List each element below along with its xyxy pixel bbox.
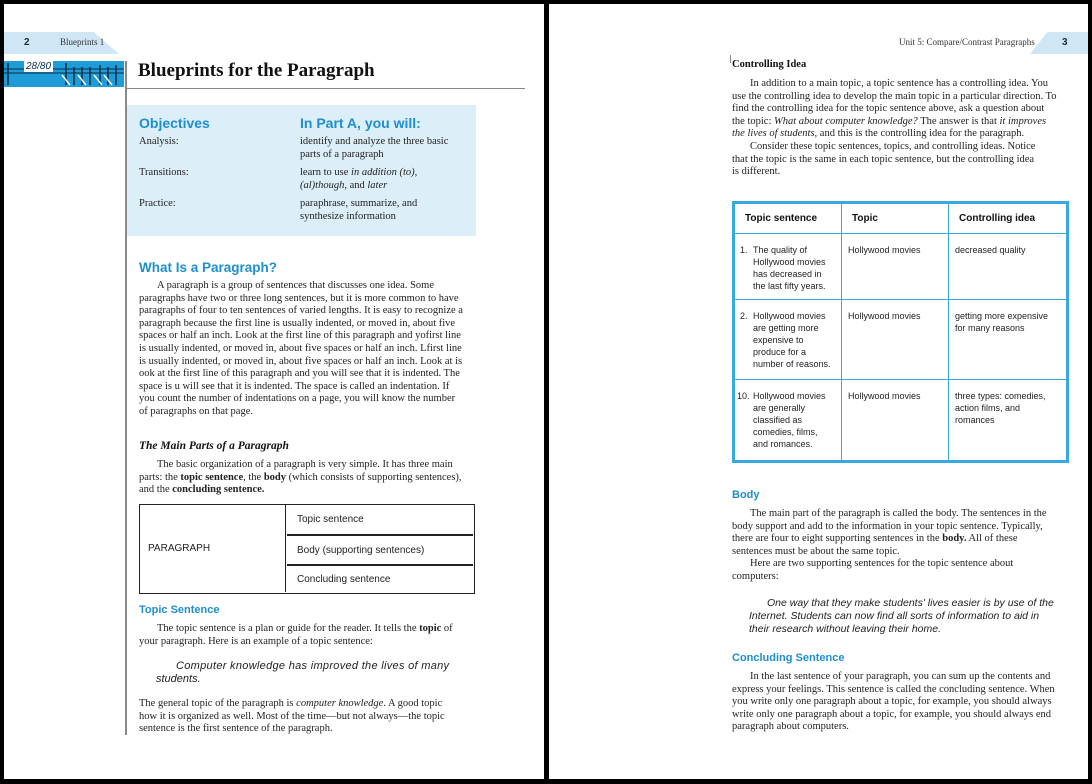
- para-line: [139, 280, 475, 293]
- logo-text: 28/80: [26, 61, 52, 72]
- table-cell-idea: [949, 234, 1067, 300]
- logo-lines-graphic: [4, 61, 124, 87]
- para-line: how it is organized as well. Most of the time—but not always—the topic: [139, 710, 445, 722]
- para-line: spaces or half an inch. Look at the first line of this paragraph and yofirst line: [139, 330, 461, 342]
- cell-lines: [753, 390, 826, 450]
- text-span: The topic sentence is a plan or guide for the reader. It tells the: [157, 623, 420, 634]
- objective-label-analysis: Analysis:: [139, 136, 179, 147]
- chapter-logo: [4, 61, 124, 87]
- para-line: [139, 623, 475, 636]
- controlling-idea-heading: Controlling Idea: [732, 59, 807, 70]
- cell-line: three types: comedies,: [955, 391, 1046, 401]
- table-header-row: [735, 204, 1067, 234]
- paragraph-parts-table: [139, 504, 475, 594]
- row-number: 1.: [740, 245, 748, 255]
- bold-span: body: [263, 471, 286, 483]
- objective-line: parts of a paragraph: [300, 148, 384, 160]
- parts-row-topic: Topic sentence: [297, 514, 364, 525]
- parts-row-body: Body (supporting sentences): [297, 545, 425, 556]
- para-line: your paragraph. Here is an example of a topic sentence:: [139, 635, 373, 647]
- title-rule: [127, 88, 525, 89]
- text-span: there are four to eight supporting sentences in the: [732, 533, 943, 545]
- para-line: space is u will see that it is indented. The space is called an indentation. If: [139, 380, 450, 392]
- objective-label-practice: Practice:: [139, 198, 176, 209]
- topic-sentence-paragraph: [139, 623, 475, 648]
- table-row: [735, 234, 1067, 300]
- column-header: Controlling idea: [949, 204, 1067, 234]
- text-span: The main part of the paragraph is called the body. The sentences in the: [750, 508, 1047, 519]
- ci-table-grid: [734, 203, 1067, 461]
- cell-line: produce for a: [753, 347, 807, 357]
- margin-rule: [730, 55, 731, 63]
- para-line: paragraph about computers.: [732, 721, 849, 733]
- italic-span: computer knowledge: [296, 698, 384, 709]
- main-parts-heading: The Main Parts of a Paragraph: [139, 440, 289, 452]
- numbered-cell: [740, 244, 835, 292]
- para-line: paragraphs have two or three long sentences, but it is more common to have: [139, 292, 459, 304]
- concluding-paragraph: [732, 671, 1069, 734]
- bold-span: topic sentence: [180, 471, 244, 483]
- main-parts-paragraph: [139, 459, 475, 497]
- body-paragraph: [732, 508, 1069, 584]
- page-number: 2: [24, 37, 30, 48]
- table-cell-topic: Hollywood movies: [842, 300, 949, 380]
- cell-line: action films, and: [955, 403, 1021, 413]
- para-line: paragraph because the first line is usually indented, or moved in, about five: [139, 317, 456, 329]
- cell-line: and romances.: [753, 439, 813, 449]
- topic-explanation-paragraph: [139, 698, 475, 736]
- cell-line: classified as: [753, 415, 803, 425]
- para-line: you count the number of indentations on a page, you will know the number: [139, 393, 456, 405]
- cell-line: for many reasons: [955, 323, 1025, 333]
- text-span: and: [346, 179, 368, 191]
- objective-line: [300, 180, 417, 193]
- objectives-heading: Objectives: [139, 115, 210, 131]
- header-tab: [1030, 32, 1088, 54]
- page-number: 3: [1062, 37, 1068, 48]
- paragraph-label: PARAGRAPH: [148, 543, 211, 554]
- table-row: [735, 380, 1067, 461]
- para-line: [732, 533, 1069, 546]
- table-cell-idea: [949, 300, 1067, 380]
- row-number: 2.: [740, 311, 748, 321]
- italic-span: it improves: [999, 115, 1047, 127]
- controlling-idea-paragraph: [732, 78, 1069, 179]
- objective-line: [300, 167, 417, 180]
- part-a-heading: In Part A, you will:: [300, 115, 421, 131]
- cell-lines: [753, 244, 826, 292]
- text-span: A paragraph is a group of sentences that discusses one idea. Some: [157, 280, 435, 291]
- para-line: find the controlling idea for the topic sentence above, ask a question about: [732, 103, 1045, 115]
- objective-text-practice: [300, 198, 417, 223]
- para-line: write only one paragraph about a topic, for example, you should always end: [732, 708, 1051, 720]
- objective-text-analysis: [300, 136, 448, 161]
- concluding-sentence-heading: Concluding Sentence: [732, 652, 845, 664]
- text-span: All of these: [966, 533, 1018, 545]
- topic-sentence-example: [156, 660, 476, 686]
- cell-line: The quality of: [753, 245, 808, 255]
- text-span: In addition to a main topic, a topic sentence has a controlling idea. You: [750, 78, 1049, 89]
- cell-line: number of reasons.: [753, 359, 831, 369]
- cell-line: are getting more: [753, 323, 819, 333]
- cell-lines: [753, 310, 831, 370]
- para-line: [732, 116, 1069, 129]
- table-cell-sentence: [735, 300, 842, 380]
- para-line: you write only one paragraph about a topic, for example, you should always: [732, 696, 1052, 708]
- cell-line: getting more expensive: [955, 311, 1049, 321]
- text-span: of: [441, 623, 453, 634]
- text-span: The general topic of the paragraph is: [139, 698, 297, 709]
- para-line: [732, 141, 1069, 154]
- example-line: Computer knowledge has improved the lives of many: [176, 660, 450, 672]
- what-is-paragraph: [139, 280, 475, 419]
- quote-line: their research without leaving their home.: [749, 623, 942, 635]
- para-line: [732, 78, 1069, 91]
- table-cell-sentence: [735, 234, 842, 300]
- objective-line: paraphrase, summarize, and: [300, 198, 418, 209]
- italic-span: (al)though,: [300, 179, 347, 191]
- para-line: [139, 698, 475, 711]
- text-span: and this is the controlling idea for the paragraph.: [817, 128, 1025, 140]
- table-cell-topic: Hollywood movies: [842, 380, 949, 461]
- body-heading: Body: [732, 489, 760, 501]
- text-span: The answer is that: [917, 115, 1000, 127]
- quote-line: Internet. Students can now find all sorts of information to aid in: [749, 610, 1040, 622]
- running-head: Blueprints 1: [60, 37, 105, 47]
- example-line: students.: [156, 673, 201, 685]
- text-span: , the: [243, 471, 264, 483]
- italic-span: the lives of students,: [732, 128, 818, 140]
- cell-line: decreased quality: [955, 245, 1026, 255]
- text-span: The basic organization of a paragraph is very simple. It has three main: [157, 459, 453, 470]
- text-span: . A good topic: [383, 698, 443, 709]
- para-line: use the controlling idea to develop the main topic in a particular direction. To: [732, 90, 1057, 102]
- text-span: Consider these topic sentences, topics, and controlling ideas. Notice: [750, 140, 1036, 152]
- bold-span: concluding sentence.: [172, 484, 265, 496]
- cell-line: Hollywood movies: [753, 391, 826, 401]
- controlling-idea-table: [732, 201, 1069, 463]
- para-line: sentences must be about the same topic.: [732, 545, 900, 557]
- italic-span: later: [367, 179, 388, 191]
- para-line: [732, 508, 1069, 521]
- numbered-cell: [740, 310, 835, 370]
- column-header: Topic sentence: [735, 204, 842, 234]
- table-cell-idea: [949, 380, 1067, 461]
- para-line: [139, 472, 475, 485]
- para-line: [732, 671, 1069, 684]
- running-head: Unit 5: Compare/Contrast Paragraphs: [899, 37, 1035, 47]
- para-line: [139, 459, 475, 472]
- objective-label-transitions: Transitions:: [139, 167, 189, 178]
- topic-sentence-heading: Topic Sentence: [139, 604, 220, 616]
- quote-line: One way that they make students' lives easier is by use of the: [767, 597, 1054, 609]
- objective-line: identify and analyze the three basic: [300, 136, 449, 147]
- table-cell-sentence: [735, 380, 842, 461]
- para-line: [139, 484, 475, 497]
- italic-span: in addition (to),: [351, 167, 418, 178]
- bold-span: topic: [419, 623, 442, 634]
- parts-row-concluding: Concluding sentence: [297, 574, 391, 585]
- column-header: Topic: [842, 204, 949, 234]
- table-cell-topic: Hollywood movies: [842, 234, 949, 300]
- bold-span: body.: [942, 533, 967, 545]
- supporting-sentence-quote: [749, 597, 1064, 636]
- objective-line: synthesize information: [300, 210, 396, 222]
- para-line: is different.: [732, 166, 781, 178]
- parts-table-left-cell: [140, 505, 286, 592]
- para-line: paragraphs of four to ten sentences of varied lengths. It is easy to recognize a: [139, 305, 463, 317]
- cell-line: Hollywood movies: [753, 311, 826, 321]
- para-line: computers:: [732, 570, 779, 582]
- para-line: is usually indented, or moved in, about five spaces or half an inch. Look at is: [139, 355, 463, 367]
- chapter-title: Blueprints for the Paragraph: [138, 60, 375, 81]
- left-page: [4, 4, 544, 779]
- text-span: learn to use: [300, 167, 352, 178]
- para-line: [732, 128, 1069, 141]
- text-span: the topic:: [732, 115, 774, 127]
- cell-line: has decreased in: [753, 269, 822, 279]
- para-line: [732, 558, 1069, 571]
- table-row: [735, 300, 1067, 380]
- italic-span: What about computer knowledge?: [774, 115, 918, 127]
- cell-line: Hollywood movies: [753, 257, 826, 267]
- para-line: is usually indented, or moved in, about five spaces or half an inch. Lfirst line: [139, 342, 462, 354]
- text-span: (which consists of supporting sentences),: [286, 471, 462, 483]
- objective-text-transitions: [300, 167, 417, 192]
- para-line: sentence is the first sentence of the paragraph.: [139, 723, 333, 735]
- cell-line: romances: [955, 415, 995, 425]
- para-line: of paragraphs on that page.: [139, 405, 253, 417]
- numbered-cell: [737, 390, 835, 450]
- para-line: body support and add to the information in your topic sentence. Typically,: [732, 520, 1043, 532]
- text-span: parts: the: [139, 471, 181, 483]
- row-number: 10.: [737, 391, 750, 401]
- what-is-heading: What Is a Paragraph?: [139, 260, 278, 275]
- cell-line: expensive to: [753, 335, 804, 345]
- text-span: Here are two supporting sentences for the topic sentence about: [750, 558, 1014, 570]
- right-page: [549, 4, 1088, 779]
- cell-line: are generally: [753, 403, 806, 413]
- cell-line: the last fifty years.: [753, 281, 826, 291]
- para-line: ook at the first line of this paragraph and you will see that it is indented. The: [139, 368, 460, 380]
- text-span: and the: [139, 484, 173, 496]
- cell-line: comedies, films,: [753, 427, 818, 437]
- text-span: In the last sentence of your paragraph, you can sum up the contents and: [750, 671, 1051, 682]
- para-line: express your feelings. This sentence is called the concluding sentence. When: [732, 683, 1055, 695]
- para-line: that the topic is the same in each topic sentence, but the controlling idea: [732, 153, 1035, 165]
